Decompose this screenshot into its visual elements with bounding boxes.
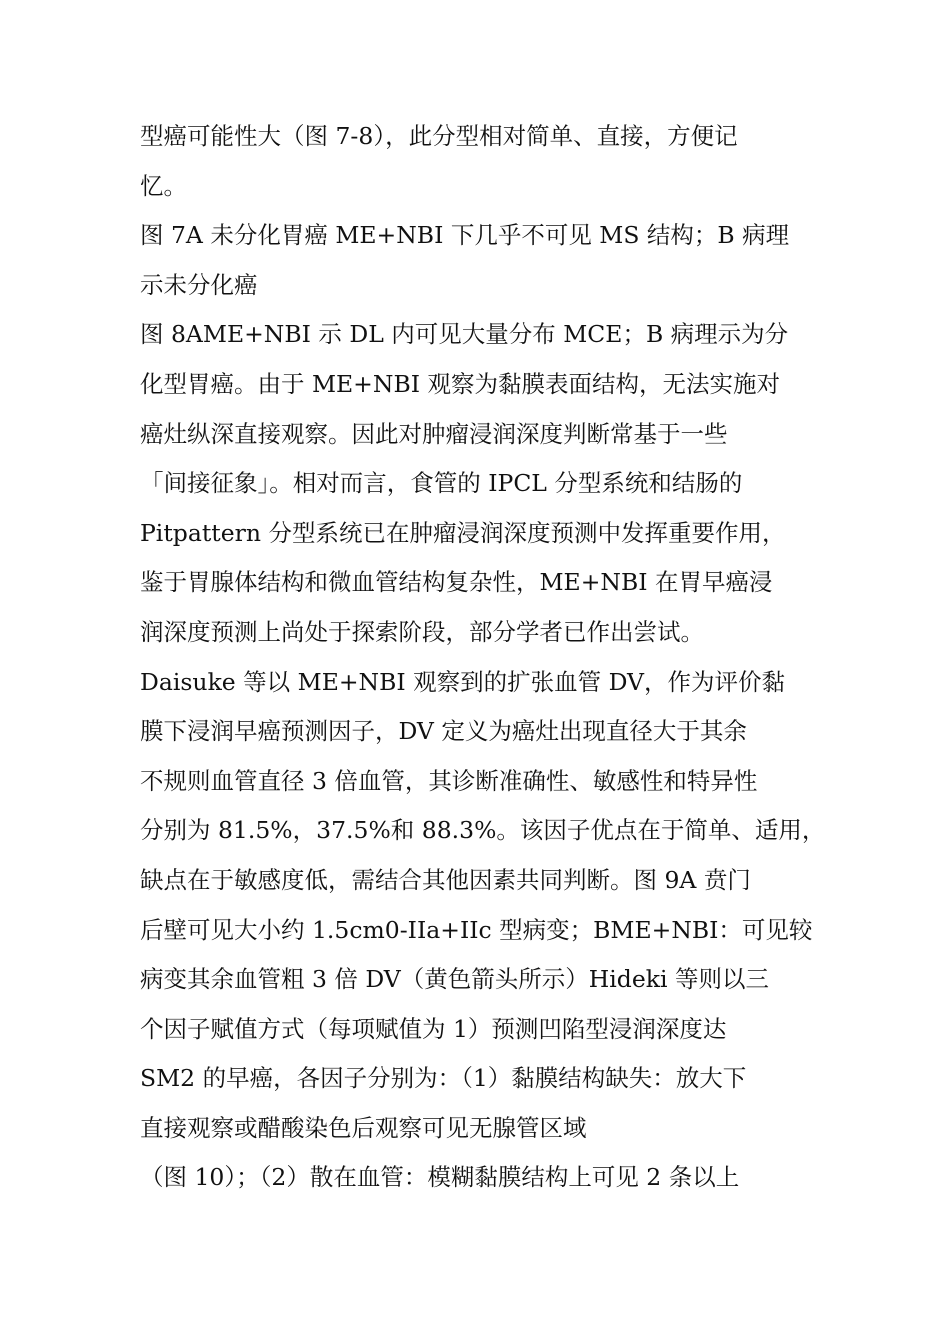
text-line: 后壁可见大小约 1.5cm0-IIa+IIc 型病变；BME+NBI：可见较 [140,915,813,944]
text-line: 润深度预测上尚处于探索阶段，部分学者已作出尝试。 [140,617,704,646]
text-line: SM2 的早癌，各因子分别为：（1）黏膜结构缺失：放大下 [140,1064,747,1093]
text-line: 缺点在于敏感度低，需结合其他因素共同判断。图 9A 贲门 [140,865,751,894]
body-text [140,112,840,1203]
text-line: （图 10）；（2）散在血管：模糊黏膜结构上可见 2 条以上 [140,1163,740,1192]
text-line: 个因子赋值方式（每项赋值为 1）预测凹陷型浸润深度达 [140,1014,727,1043]
text-line: 「间接征象」。相对而言，食管的 IPCL 分型系统和结肠的 [140,469,743,498]
text-line: 膜下浸润早癌预测因子，DV 定义为癌灶出现直径大于其余 [140,717,747,746]
text-line: 型癌可能性大（图 7-8），此分型相对简单、直接，方便记 [140,122,738,150]
text-line: Daisuke 等以 ME+NBI 观察到的扩张血管 DV，作为评价黏 [140,667,786,696]
text-line: 鉴于胃腺体结构和微血管结构复杂性，ME+NBI 在胃早癌浸 [140,568,773,597]
text-line: 直接观察或醋酸染色后观察可见无腺管区域 [140,1113,587,1142]
text-line: 图 7A 未分化胃癌 ME+NBI 下几乎不可见 MS 结构；B 病理 [140,221,790,250]
text-line: 忆。 [140,171,187,200]
text-line: 化型胃癌。由于 ME+NBI 观察为黏膜表面结构，无法实施对 [140,369,780,398]
text-line: 癌灶纵深直接观察。因此对肿瘤浸润深度判断常基于一些 [140,419,728,448]
text-line: 图 8AME+NBI 示 DL 内可见大量分布 MCE；B 病理示为分 [140,320,789,349]
text-line: 不规则血管直径 3 倍血管，其诊断准确性、敏感性和特异性 [140,766,758,795]
text-line: Pitpattern 分型系统已在肿瘤浸润深度预测中发挥重要作用， [140,518,786,547]
text-line: 分别为 81.5%，37.5%和 88.3%。该因子优点在于简单、适用， [140,816,826,845]
text-line: 示未分化癌 [140,270,258,299]
text-line: 病变其余血管粗 3 倍 DV（黄色箭头所示）Hideki 等则以三 [140,965,769,994]
